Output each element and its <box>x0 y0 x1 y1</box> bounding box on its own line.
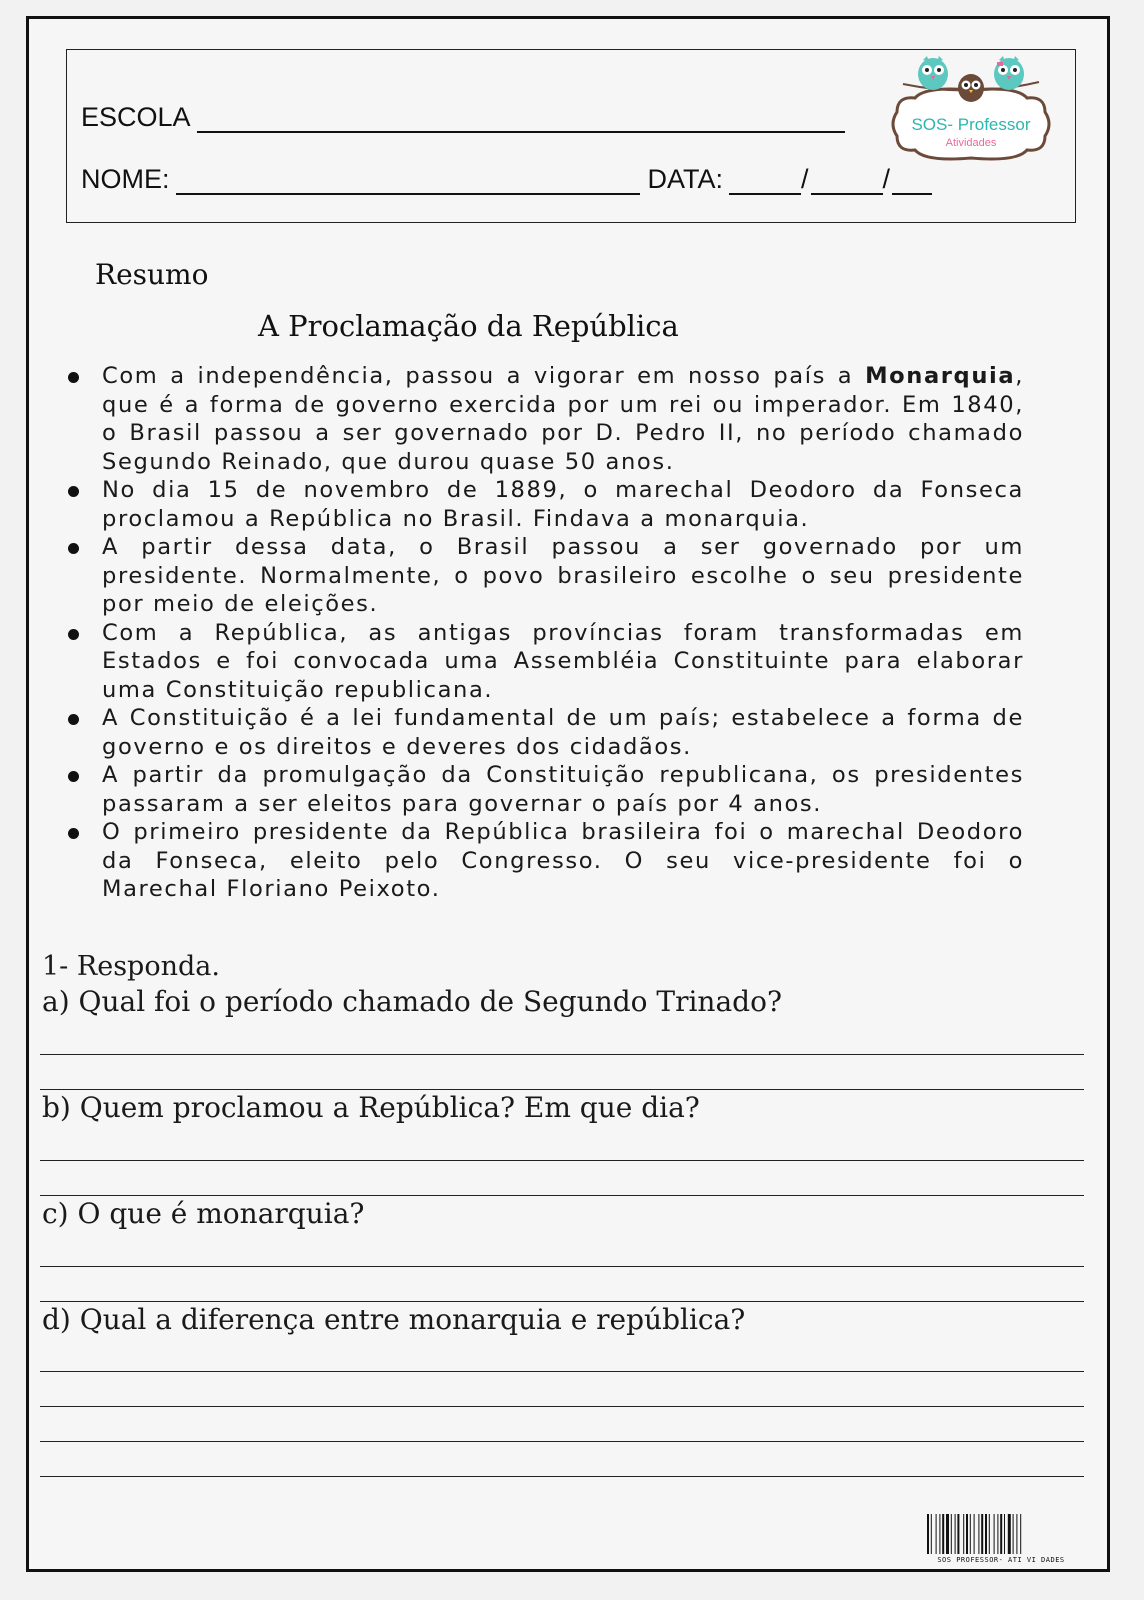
barcode-bar <box>936 1514 937 1554</box>
barcode-bar <box>985 1514 987 1554</box>
school-field <box>81 102 845 133</box>
bullet-icon <box>68 543 79 554</box>
list-item <box>66 619 1024 705</box>
question-c: c) O que é monarquia? <box>42 1197 365 1230</box>
school-line[interactable] <box>197 105 845 133</box>
barcode-bar <box>939 1514 940 1554</box>
owl-right-icon <box>994 56 1024 90</box>
list-item <box>66 818 1024 904</box>
question-a: a) Qual foi o período chamado de Segundo Trinado? <box>42 985 782 1018</box>
page-title: A Proclamação da República <box>258 309 679 343</box>
question-b: b) Quem proclamou a República? Em que dia? <box>42 1091 700 1124</box>
barcode-bar <box>1020 1514 1021 1554</box>
logo-subtitle: Atividades <box>945 137 997 149</box>
barcode-bar <box>951 1514 952 1554</box>
answer-line[interactable] <box>40 1476 1084 1477</box>
answer-line[interactable] <box>40 1441 1084 1442</box>
barcode-bar <box>946 1514 949 1554</box>
list-item <box>66 362 1024 476</box>
summary-bullet-list <box>66 362 1024 904</box>
answer-line[interactable] <box>40 1371 1084 1372</box>
owl-middle-icon <box>958 74 984 102</box>
bullet-text: A partir dessa data, o Brasil passou a ser governado por um presidente. Normalmente, o povo brasileiro escolhe o seu presidente por meio de eleições. <box>102 534 1024 617</box>
barcode-text: SOS PROFESSOR- ATI VI DADES <box>937 1556 1065 1564</box>
barcode-bar <box>974 1514 975 1554</box>
date-month-line[interactable] <box>811 167 883 195</box>
date-day-line[interactable] <box>729 167 801 195</box>
barcode-bar <box>1004 1514 1005 1554</box>
answer-line[interactable] <box>40 1406 1084 1407</box>
barcode-bar <box>989 1514 990 1554</box>
answer-line[interactable] <box>40 1301 1084 1302</box>
answer-line[interactable] <box>40 1266 1084 1267</box>
barcode-bar <box>997 1514 998 1554</box>
date-label: DATA: <box>647 164 724 194</box>
date-separator: / <box>801 164 809 194</box>
list-item <box>66 533 1024 619</box>
barcode-bar <box>994 1514 995 1554</box>
barcode-bar <box>931 1514 932 1554</box>
header-box <box>66 49 1076 223</box>
barcode-bar <box>927 1514 929 1554</box>
barcode-bar <box>1013 1514 1014 1554</box>
answer-line[interactable] <box>40 1089 1084 1090</box>
name-label: NOME: <box>81 164 170 194</box>
owl-left-icon <box>918 56 948 90</box>
bullet-icon <box>68 629 79 640</box>
list-item <box>66 704 1024 761</box>
barcode-bar <box>966 1514 968 1554</box>
date-year-line[interactable] <box>892 167 932 195</box>
question-d: d) Qual a diferença entre monarquia e república? <box>42 1303 746 1336</box>
barcode-bar <box>957 1514 959 1554</box>
barcode-bar <box>942 1514 944 1554</box>
answer-line[interactable] <box>40 1054 1084 1055</box>
bullet-bold-term: Monarquia <box>865 363 1016 389</box>
bullet-text: No dia 15 de novembro de 1889, o marechal Deodoro da Fonseca proclamou a República no Brasil. Findava a monarquia. <box>102 477 1024 532</box>
logo-name: SOS- Professor <box>911 115 1031 134</box>
bullet-icon <box>68 372 79 383</box>
list-item <box>66 761 1024 818</box>
bullet-icon <box>68 486 79 497</box>
name-date-field <box>81 164 932 195</box>
bullet-text: A Constituição é a lei fundamental de um país; estabelece a forma de governo e os direitos e deveres dos cidadãos. <box>102 705 1024 760</box>
bullet-text: O primeiro presidente da República brasileira foi o marechal Deodoro da Fonseca, eleito pelo Congresso. O seu vice-presidente foi o Marechal Floriano Peixoto. <box>102 819 1024 902</box>
barcode-bar <box>1016 1514 1017 1554</box>
bullet-icon <box>68 828 79 839</box>
bullet-icon <box>68 714 79 725</box>
date-separator: / <box>882 164 891 194</box>
bullet-text: Com a independência, passou a vigorar em nosso país a <box>102 363 866 389</box>
barcode-bar <box>1000 1514 1002 1554</box>
owls-logo-icon <box>887 54 1055 164</box>
bullet-text: Com a República, as antigas províncias foram transformadas em Estados e foi convocada uma Assembléia Constituinte para elaborar uma Constituição republicana. <box>102 619 1024 703</box>
barcode-bar <box>963 1514 964 1554</box>
barcode-bar <box>970 1514 971 1554</box>
answer-line[interactable] <box>40 1160 1084 1161</box>
answer-line[interactable] <box>40 1195 1084 1196</box>
bullet-icon <box>68 771 79 782</box>
list-item <box>66 476 1024 533</box>
exercise-heading: 1- Responda. <box>42 951 220 982</box>
barcode-bar <box>978 1514 979 1554</box>
barcode-bar <box>1008 1514 1011 1554</box>
barcode-bar <box>981 1514 983 1554</box>
barcode-icon <box>926 1514 1076 1554</box>
summary-label: Resumo <box>95 258 209 291</box>
bullet-text-rest: , que é a forma de governo exercida por um rei ou imperador. Em 1840, o Brasil passou a ser governado por D. Pedro II, no período chamado Segundo Reinado, que durou quase 50 anos. <box>102 363 1024 475</box>
name-line[interactable] <box>176 167 640 195</box>
bullet-text: A partir da promulgação da Constituição republicana, os presidentes passaram a ser eleitos para governar o país por 4 anos. <box>102 762 1024 817</box>
school-label: ESCOLA <box>81 102 191 132</box>
sos-professor-logo <box>887 54 1055 164</box>
barcode-bar <box>955 1514 956 1554</box>
